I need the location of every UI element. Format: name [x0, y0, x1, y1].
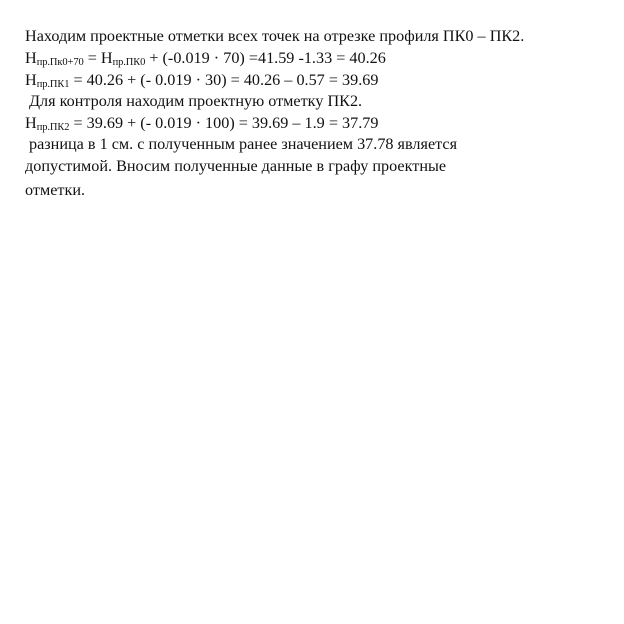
formula-pk2 — [25, 113, 378, 136]
conclusion-text-end: отметки. — [25, 181, 86, 199]
subscript: пр.Пк0+70 — [36, 57, 84, 68]
formula-pk0-70 — [25, 48, 386, 71]
subscript: пр.ПК1 — [36, 79, 70, 90]
formula-middle: = H — [83, 49, 113, 67]
subscript: пр.ПК0 — [112, 57, 146, 68]
formula-tail: = 40.26 + (- 0.019 · 30) = 40.26 – 0.57 = 39.69 — [69, 71, 379, 89]
formula-tail: = 39.69 + (- 0.019 · 100) = 39.69 – 1.9 = 37.79 — [69, 114, 379, 132]
formula-tail: + (-0.019 · 70) =41.59 -1.33 = 40.26 — [145, 49, 386, 67]
h-symbol: H — [25, 71, 37, 89]
subscript: пр.ПК2 — [36, 122, 70, 133]
intro-text: Находим проектные отметки всех точек на отрезке профиля ПК0 – ПК2. — [25, 27, 525, 45]
h-symbol: H — [25, 114, 37, 132]
control-text: Для контроля находим проектную отметку ПК2. — [29, 92, 363, 110]
conclusion-text: допустимой. Вносим полученные данные в графу проектные — [25, 157, 447, 175]
h-symbol: H — [25, 49, 37, 67]
difference-text: разница в 1 см. с полученным ранее значением 37.78 является — [29, 135, 458, 153]
formula-pk1 — [25, 70, 378, 93]
